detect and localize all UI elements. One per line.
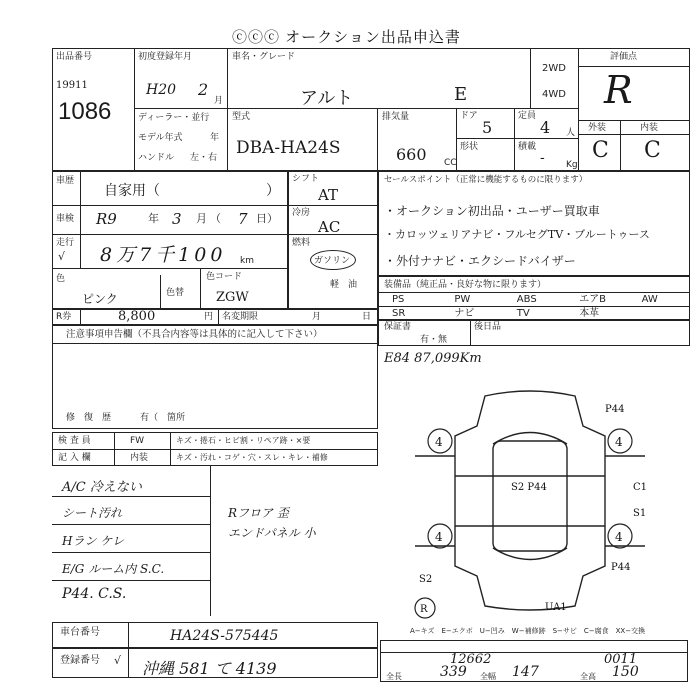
color-tone-label: 色替 bbox=[166, 288, 185, 298]
odo-note: E84 87,099Km bbox=[384, 351, 482, 366]
reg-label: 初度登録年月 bbox=[138, 52, 193, 62]
lot-code: 19911 bbox=[56, 80, 88, 91]
after-label: 後日品 bbox=[474, 322, 502, 332]
note-right-1: Rフロア 歪 bbox=[228, 506, 289, 520]
dims-h: 150 bbox=[612, 664, 639, 680]
transfer-day-unit: 日 bbox=[362, 312, 372, 322]
disp-label: 排気量 bbox=[382, 112, 410, 122]
sales-line-3: ・外付ナナビ・エクシードバイザー bbox=[384, 254, 576, 268]
regnum-check: √ bbox=[114, 654, 122, 667]
use-close: ） bbox=[266, 183, 280, 199]
reg-month: 2 bbox=[198, 80, 209, 99]
regnum-value: 沖縄 581 て 4139 bbox=[142, 659, 277, 678]
dims-w: 147 bbox=[512, 664, 539, 680]
legend-1: キズ・捲石・ヒビ割・リペア跡・×要 bbox=[176, 436, 311, 445]
fuel-label: 燃料 bbox=[292, 238, 311, 248]
inspector-label: 検 査 員 bbox=[58, 436, 91, 446]
doors-label: ドア bbox=[460, 111, 478, 121]
equip-item: ナビ bbox=[454, 308, 475, 319]
use-label: 車歴 bbox=[56, 176, 75, 186]
score-int: C bbox=[644, 138, 661, 163]
diag-c1: C1 bbox=[633, 482, 648, 493]
transfer-label: 名変期限 bbox=[222, 312, 259, 322]
load-unit: Kg bbox=[566, 160, 578, 170]
shaken-label: 車検 bbox=[56, 214, 75, 224]
fuel-value: ガソリン bbox=[314, 256, 351, 266]
note-2: シート汚れ bbox=[62, 506, 123, 520]
sales-line-1: ・オークション初出品・ユーザー買取車 bbox=[384, 204, 600, 218]
shaken-paren: （ bbox=[210, 212, 221, 225]
car-name-label: 車名・グレード bbox=[232, 52, 296, 62]
plate-label: 車台番号 bbox=[60, 627, 100, 638]
wheel-rl-label: 4 bbox=[435, 530, 443, 544]
recycle-unit: 円 bbox=[204, 312, 214, 322]
car-diagram bbox=[415, 386, 648, 616]
diag-ref-letter: R bbox=[420, 604, 428, 615]
mileage-unit: km bbox=[240, 256, 254, 266]
use-value: 自家用（ bbox=[104, 183, 160, 199]
notes-header: 注意事項申告欄（不具合内容等は具体的に記入して下さい） bbox=[66, 329, 323, 340]
seat-value: 4 bbox=[540, 118, 551, 137]
sales-header: セールスポイント（正常に機能するものに限ります） bbox=[384, 175, 588, 185]
shape-label: 形状 bbox=[460, 142, 479, 152]
model-year-unit: 年 bbox=[210, 133, 220, 143]
wheel-rr-label: 4 bbox=[615, 530, 623, 544]
transfer-month-unit: 月 bbox=[312, 312, 322, 322]
reg-month-unit: 月 bbox=[214, 96, 224, 106]
color-label: 色 bbox=[56, 274, 66, 284]
diag-ua1: UA1 bbox=[545, 602, 567, 613]
equip-item: 本革 bbox=[579, 308, 600, 319]
mileage-label: 走行 bbox=[56, 238, 75, 248]
car-grade: E bbox=[454, 84, 468, 105]
handle-options: 左・右 bbox=[190, 153, 218, 163]
color-code: ZGW bbox=[216, 290, 249, 305]
shaken-month-unit: 月 bbox=[196, 212, 207, 225]
lot-label: 出品番号 bbox=[56, 52, 93, 62]
shaken-day: 7 bbox=[238, 210, 248, 228]
score-ext: C bbox=[592, 138, 609, 163]
model-label: 型式 bbox=[232, 112, 251, 122]
load-value: - bbox=[540, 150, 545, 166]
disp-value: 660 bbox=[396, 145, 427, 164]
shift-value: AT bbox=[318, 186, 339, 204]
recycle-label: R券 bbox=[56, 312, 72, 322]
mileage-check: √ bbox=[58, 250, 66, 263]
equip-item: エアB bbox=[579, 294, 607, 305]
model-value: DBA-HA24S bbox=[236, 138, 341, 158]
sales-line-2: ・カロッツェリアナビ・フルセグTV・ブルートゥース bbox=[384, 228, 650, 241]
legend-2: キズ・汚れ・コゲ・穴・スレ・キレ・補修 bbox=[176, 453, 328, 462]
cert-label: 保証書 bbox=[384, 322, 412, 332]
dims-l-label: 全長 bbox=[386, 672, 402, 681]
entry-label: 記 入 欄 bbox=[58, 453, 91, 463]
score-ext-label: 外装 bbox=[588, 123, 607, 133]
inspector-fw: FW bbox=[130, 436, 145, 446]
equip-item: PS bbox=[392, 294, 405, 305]
note-right-2: エンドパネル 小 bbox=[228, 526, 316, 540]
handle-label: ハンドル bbox=[138, 153, 175, 163]
doors-value: 5 bbox=[482, 118, 493, 137]
fuel-circle bbox=[310, 250, 356, 270]
ac-value: AC bbox=[318, 218, 341, 236]
disp-unit: CC bbox=[444, 158, 457, 168]
car-windshield bbox=[493, 433, 567, 445]
diag-s1: S1 bbox=[633, 508, 647, 519]
car-rear-window bbox=[493, 548, 567, 560]
note-5: P44. C.S. bbox=[62, 586, 127, 602]
equip-item: ABS bbox=[516, 294, 537, 305]
dims-val1: 12662 bbox=[450, 652, 492, 667]
mileage-value: 8万7千100 bbox=[100, 244, 227, 266]
score-label: 評価点 bbox=[610, 52, 638, 62]
recycle-row bbox=[52, 309, 378, 325]
shift-label: シフト bbox=[292, 174, 320, 184]
regnum-label: 登録番号 bbox=[60, 655, 100, 666]
lot-number: 1086 bbox=[58, 98, 112, 125]
drive-4wd: 4WD bbox=[542, 89, 566, 100]
color-code-label: 色コード bbox=[206, 272, 243, 282]
color-value: ピンク bbox=[82, 292, 118, 306]
load-label: 積載 bbox=[518, 142, 537, 152]
note-3: Hラン ケレ bbox=[62, 534, 125, 548]
score-int-label: 内装 bbox=[640, 123, 659, 133]
form-title: ⓒⓒⓒ オークション出品申込書 bbox=[232, 29, 461, 46]
repair-value: 有（ 箇所 bbox=[140, 413, 186, 423]
score-value: R bbox=[604, 68, 633, 112]
equip-header: 装備品（純正品・良好な物に限ります） bbox=[384, 280, 547, 290]
equip-item: SR bbox=[392, 308, 406, 319]
entry-interior: 内装 bbox=[130, 453, 149, 463]
dims-l: 339 bbox=[440, 664, 467, 680]
wheel-fl-label: 4 bbox=[435, 435, 443, 449]
dims-w-label: 全幅 bbox=[480, 672, 496, 681]
dims-val2: 0011 bbox=[604, 652, 638, 667]
car-name: アルト bbox=[300, 88, 354, 109]
seat-unit: 人 bbox=[566, 128, 576, 138]
repair-label: 修 復 歴 bbox=[66, 413, 112, 423]
drive-2wd: 2WD bbox=[542, 63, 566, 74]
diag-s2: S2 bbox=[419, 574, 433, 585]
fuel-light: 軽 油 bbox=[330, 280, 358, 290]
seat-label: 定員 bbox=[518, 111, 537, 121]
equip-item: AW bbox=[641, 294, 658, 305]
note-1: A/C 冷えない bbox=[62, 480, 142, 495]
shaken-year-unit: 年 bbox=[148, 212, 159, 225]
diag-p44-right: P44 bbox=[611, 562, 631, 573]
legend-bottom: A−キズ E−エクボ U−凹み W−補修跡 S−サビ C−腐食 XX−交換 bbox=[410, 627, 646, 635]
shaken-day-unit: 日） bbox=[256, 212, 278, 225]
diag-p44-top: P44 bbox=[605, 404, 625, 415]
cert-options: 有・無 bbox=[420, 335, 448, 345]
ac-label: 冷房 bbox=[292, 208, 311, 218]
dealer-label: ディーラー・並行 bbox=[138, 113, 210, 123]
car-roof bbox=[493, 441, 567, 551]
wheel-fr-label: 4 bbox=[615, 435, 623, 449]
diag-s2-p44: S2 P44 bbox=[511, 482, 547, 493]
shaken-era: R9 bbox=[96, 210, 117, 228]
note-4: E/G ルーム内 S.C. bbox=[62, 562, 165, 576]
reg-era: H20 bbox=[146, 82, 177, 98]
plate-value: HA24S-575445 bbox=[170, 628, 279, 644]
dims-h-label: 全高 bbox=[580, 672, 596, 681]
model-year-label: モデル年式 bbox=[138, 133, 183, 143]
car-outline bbox=[455, 391, 605, 610]
equip-item: TV bbox=[516, 308, 530, 319]
equip-item: PW bbox=[454, 294, 471, 305]
recycle-value: 8,800 bbox=[118, 309, 156, 324]
shaken-month: 3 bbox=[172, 210, 182, 228]
